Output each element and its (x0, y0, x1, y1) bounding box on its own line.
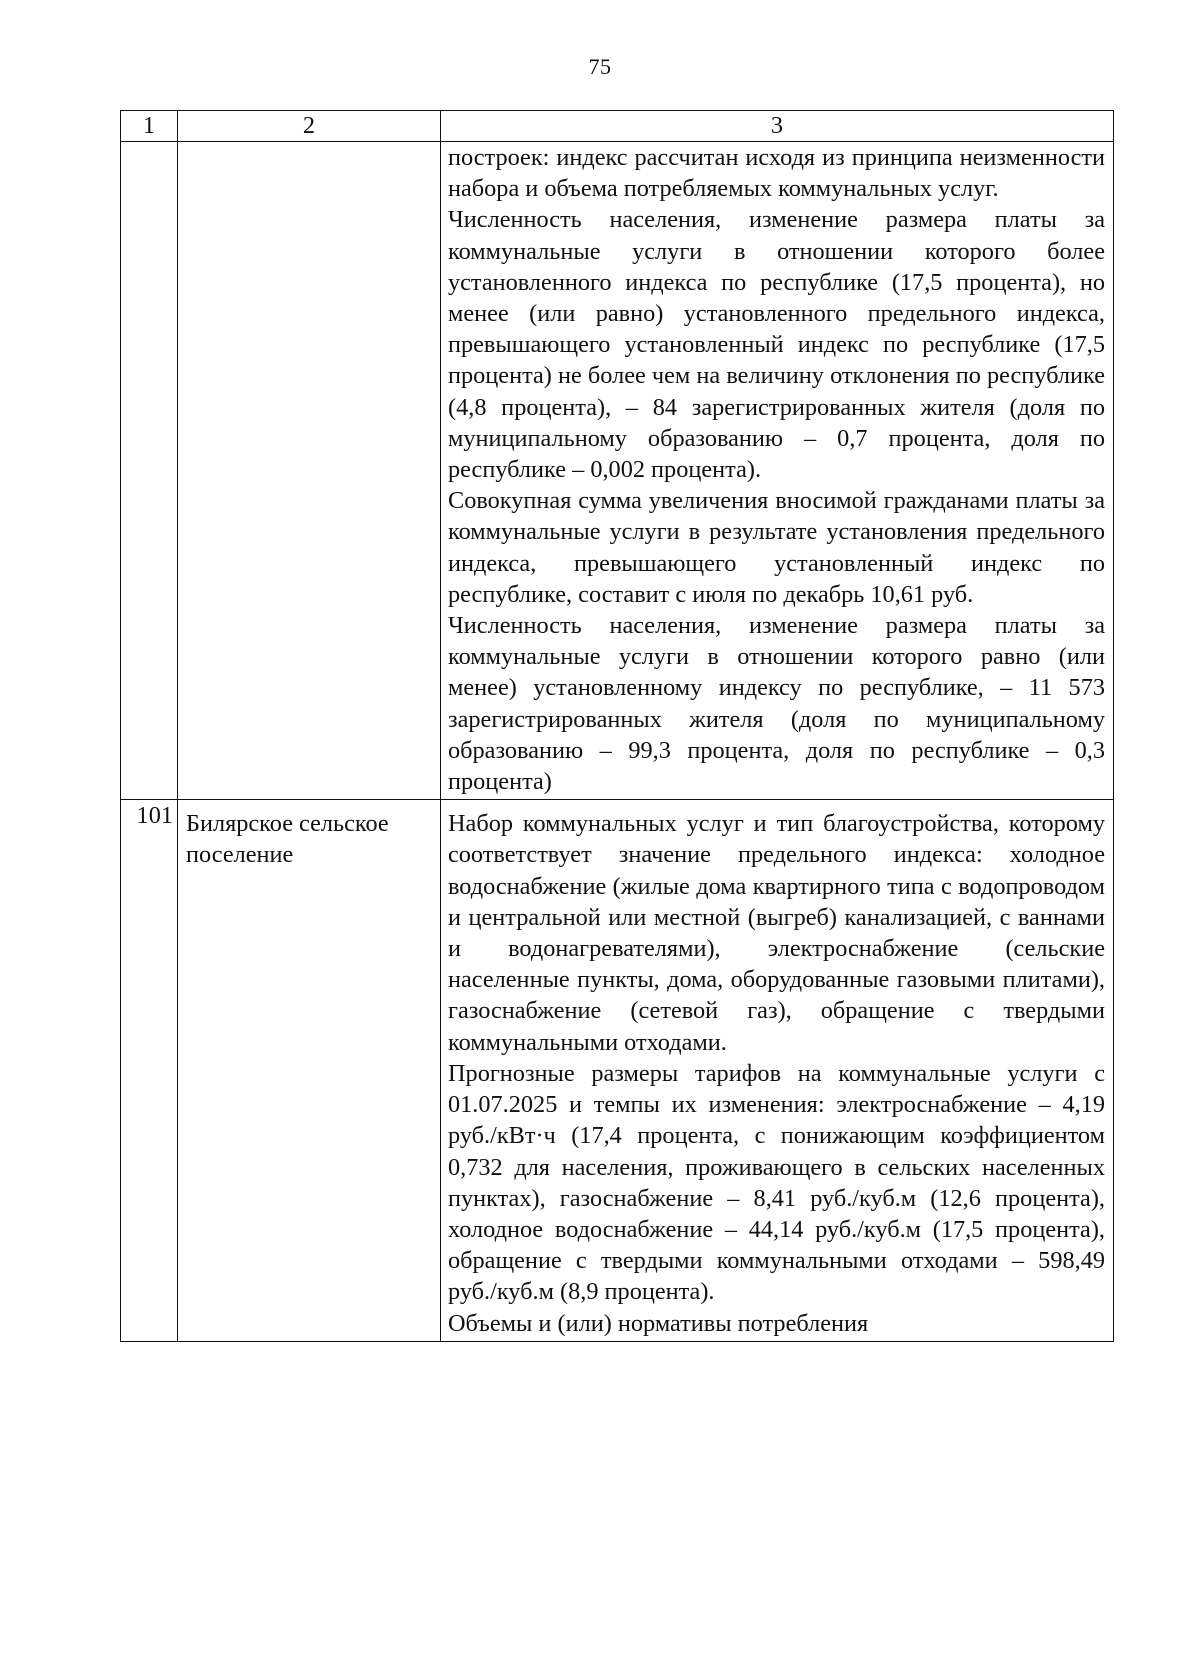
description-paragraph: Численность населения, изменение размера платы за коммунальные услуги в отношении которого более установленного индекса по республике (17,5 процента), но менее (или равно) установленного предельного индекса, превышающего установленный индекс по республике (17,5 процента) не более чем на величину отклонения по республике (4,8 процента), – 84 зарегистрированных жителя (доля по муниципальному образованию – 0,7 процента, доля по республике – 0,002 процента). (448, 206, 1105, 484)
municipality-name-cell (178, 142, 441, 800)
description-paragraph: Объемы и (или) нормативы потребления (448, 1309, 869, 1337)
description-cell (441, 142, 1114, 800)
description-paragraph: Набор коммунальных услуг и тип благоустройства, которому соответствует значение предельного индекса: холодное водоснабжение (жилые дома квартирного типа с водопроводом и центральной или местной (выгреб) канализацией, с ваннами и водонагревателями), электроснабжение (сельские населенные пункты, дома, оборудованные газовыми плитами), газоснабжение (сетевой газ), обращение с твердыми коммунальными отходами. (448, 810, 1105, 1056)
column-header-1: 1 (121, 111, 178, 142)
page-number: 75 (588, 54, 612, 79)
description-paragraph: Прогнозные размеры тарифов на коммунальные услуги с 01.07.2025 и темпы их изменения: электроснабжение – 4,19 руб./кВт·ч (17,4 процента, с понижающим коэффициентом 0,732 для населения, проживающего в сельских населенных пунктах), газоснабжение – 8,41 руб./куб.м (12,6 процента), холодное водоснабжение – 44,14 руб./куб.м (17,5 процента), обращение с твердыми коммунальными отходами – 598,49 руб./куб.м (8,9 процента). (448, 1059, 1105, 1306)
table-row (121, 142, 1114, 800)
row-number-cell (121, 142, 178, 800)
description-cell (441, 800, 1114, 1341)
table-header-row (121, 111, 1114, 142)
description-paragraph: Совокупная сумма увеличения вносимой гражданами платы за коммунальные услуги в результате установления предельного индекса, превышающего установленный индекс по республике, составит с июля по декабрь 10,61 руб. (448, 487, 1105, 608)
description-paragraph: Численность населения, изменение размера платы за коммунальные услуги в отношении которого равно (или менее) установленному индексу по республике, – 11 573 зарегистрированных жителя (доля по муниципальному образованию – 99,3 процента, доля по республике – 0,3 процента) (448, 612, 1105, 796)
column-header-2: 2 (178, 111, 441, 142)
row-number-cell: 101 (121, 800, 178, 1341)
municipality-name-cell: Билярское сельское поселение (178, 800, 441, 1341)
table-row (121, 800, 1114, 1341)
tariff-table (120, 110, 1114, 1342)
column-header-3: 3 (441, 111, 1114, 142)
description-paragraph: построек: индекс рассчитан исходя из принципа неизменности набора и объема потребляемых коммунальных услуг. (448, 144, 1105, 203)
